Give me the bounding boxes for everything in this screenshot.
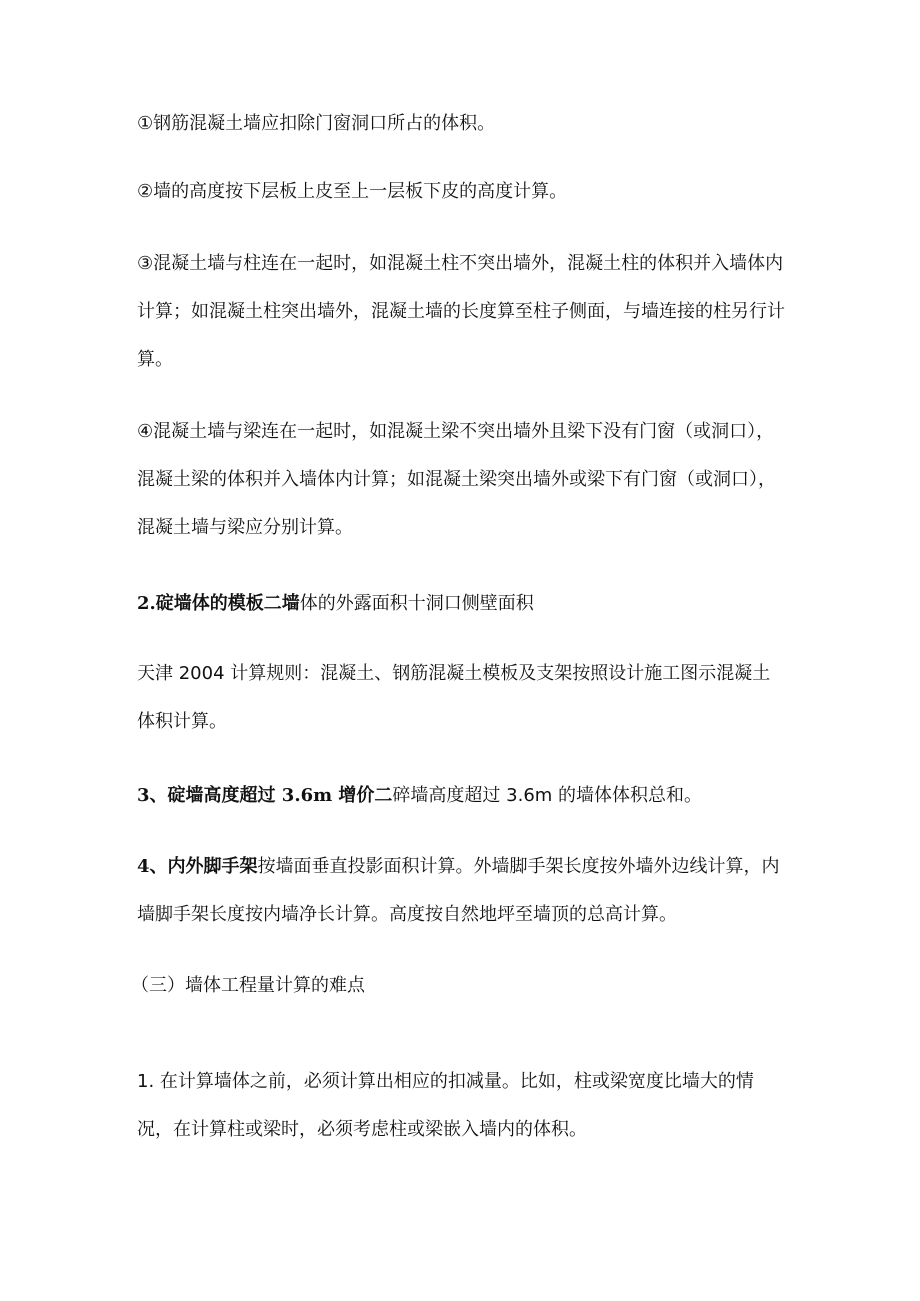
height-over-text: 碎墙高度超过 3.6m 的墙体体积总和。: [392, 785, 703, 806]
paragraph-difficulty-1: 1. 在计算墙体之前，必须计算出相应的扣减量。比如，柱或梁宽度比墙大的情况，在计算柱或梁时，必须考虑柱或梁嵌入墙内的体积。: [137, 1071, 754, 1140]
scaffold-heading: 4、内外脚手架: [137, 856, 258, 877]
section-heading-difficulties: （三）墙体工程量计算的难点: [131, 975, 365, 996]
paragraph-wall-height: ②墙的高度按下层板上皮至上一层板下皮的高度计算。: [137, 181, 568, 202]
paragraph-scaffold: [137, 843, 787, 939]
paragraph-wall-column: ③混凝土墙与柱连在一起时，如混凝土柱不突出墙外，混凝土柱的体积并入墙体内计算；如混凝土柱突出墙外，混凝土墙的长度算至柱子侧面，与墙连接的柱另行计算。: [137, 253, 785, 370]
formwork-heading: 2.碇墙体的模板二墙: [137, 593, 300, 614]
paragraph-tianjin-rule: 天津 2004 计算规则：混凝土、钢筋混凝土模板及支架按照设计施工图示混凝土体积计算。: [137, 663, 771, 732]
height-over-heading: 3、碇墙高度超过 3.6m 增价二: [137, 785, 393, 806]
paragraph-height-over: [137, 772, 787, 820]
formwork-text: 体的外露面积十洞口侧壁面积: [299, 593, 534, 614]
scaffold-text: 按墙面垂直投影面积计算。外墙脚手架长度按外墙外边线计算，内墙脚手架长度按内墙净长计算。高度按自然地坪至墙顶的总高计算。: [137, 856, 780, 925]
paragraph-formwork: [137, 580, 787, 628]
paragraph-wall-deduction: ①钢筋混凝土墙应扣除门窗洞口所占的体积。: [137, 113, 496, 134]
paragraph-wall-beam: ④混凝土墙与梁连在一起时，如混凝土梁不突出墙外且梁下没有门窗（或洞口），混凝土梁的体积并入墙体内计算；如混凝土梁突出墙外或梁下有门窗（或洞口），混凝土墙与梁应分别计算。: [137, 421, 776, 538]
